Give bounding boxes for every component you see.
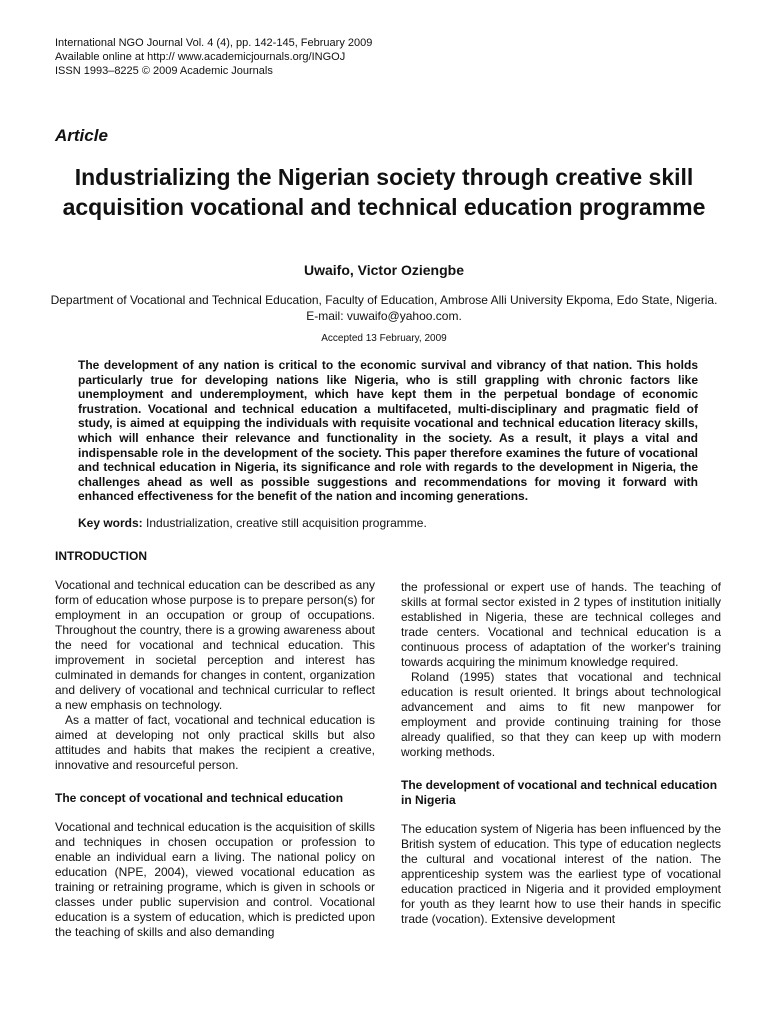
keywords	[78, 516, 698, 530]
author-names: Uwaifo, Victor Oziengbe	[304, 262, 464, 278]
introduction-heading: INTRODUCTION	[55, 549, 147, 563]
accepted-date: Accepted 13 February, 2009	[321, 333, 447, 344]
development-paragraph: The education system of Nigeria has been influenced by the British system of education. This type of education neglects the cultural and vocational interest of the nation. The apprenticeship system was the earliest type of vocational education practiced in Nigeria and it provided employment for youth as they learnt how to use their hands in specific trade (vocation). Extensive development	[401, 822, 721, 926]
right-column	[401, 580, 721, 927]
journal-citation: International NGO Journal Vol. 4 (4), pp. 142-145, February 2009	[55, 37, 373, 49]
body-paragraph: Roland (1995) states that vocational and technical education is result oriented. It brings about technological advancement and aims to fit new manpower for employment and provide continuing training for those already qualified, so that they can keep up with modern working methods.	[401, 670, 721, 759]
journal-issn: ISSN 1993–8225 © 2009 Academic Journals	[55, 65, 273, 77]
article-type-label: Article	[55, 126, 108, 145]
concept-paragraph: Vocational and technical education is the acquisition of skills and techniques in chosen occupation or profession to enable an individual earn a living. The national policy on education (NPE, 2004), viewed vocational education as training or retraining programe, which is given in schools or classes under public supervision and control. Vocational education is a system of education, which is predicted upon the teaching of skills and also demanding	[55, 820, 375, 939]
left-column	[55, 549, 375, 940]
development-heading: The development of vocational and technical education in Nigeria	[401, 778, 718, 807]
introduction-paragraph: As a matter of fact, vocational and technical education is aimed at developing not only practical skills but also attitudes and habits that makes the recipient a creative, innovative and resourceful person.	[55, 713, 375, 772]
introduction-paragraph: Vocational and technical education can be described as any form of education whose purpose is to prepare person(s) for employment in an occupation or group of occupations. Throughout the country, there is a growing awareness about the need for vocational and technical education. This improvement in societal perception and interest has culminated in demands for changes in content, organization and delivery of vocational and technical curricular to reflect a new emphasis on technology.	[55, 578, 375, 712]
journal-url: Available online at http:// www.academicjournals.org/INGOJ	[55, 51, 346, 63]
keywords-label: Key words:	[78, 516, 143, 530]
paper-title: Industrializing the Nigerian society through creative skill acquisition vocational and technical education programme	[62, 164, 706, 220]
author-affiliation: Department of Vocational and Technical Education, Faculty of Education, Ambrose Alli University Ekpoma, Edo State, Nigeria. E-mail: vuwaifo@yahoo.com.	[50, 293, 718, 323]
journal-header	[55, 36, 372, 78]
keywords-text: Industrialization, creative still acquisition programme.	[142, 516, 427, 530]
abstract: The development of any nation is critical to the economic survival and vibrancy of that nation. This holds particularly true for developing nations like Nigeria, who is still grappling with chronic factors like unemployment and underemployment, which have kept them in the perpetual bondage of economic frustration. Vocational and technical education a multifaceted, multi-disciplinary and pragmatic field of study, is aimed at equipping the individuals with requisite vocational and technical education literacy skills, which will enhance their relevance and functionality in the society. As a result, it plays a vital and indispensable role in the development of the society. This paper therefore examines the future of vocational and technical education in Nigeria, its significance and role with regards to the development in Nigeria, the challenges ahead as well as possible suggestions and recommendations for moving it forward with enhanced effectiveness for the benefit of the nation and incoming generations.	[78, 358, 698, 504]
body-paragraph: the professional or expert use of hands. The teaching of skills at formal sector existed in 2 types of institution initially established in Nigeria, these are technical colleges and trade centers. Vocational and technical education is a continuous process of adaptation of the worker's training towards acquiring the minimum knowledge required.	[401, 580, 721, 669]
concept-heading: The concept of vocational and technical education	[55, 791, 344, 805]
